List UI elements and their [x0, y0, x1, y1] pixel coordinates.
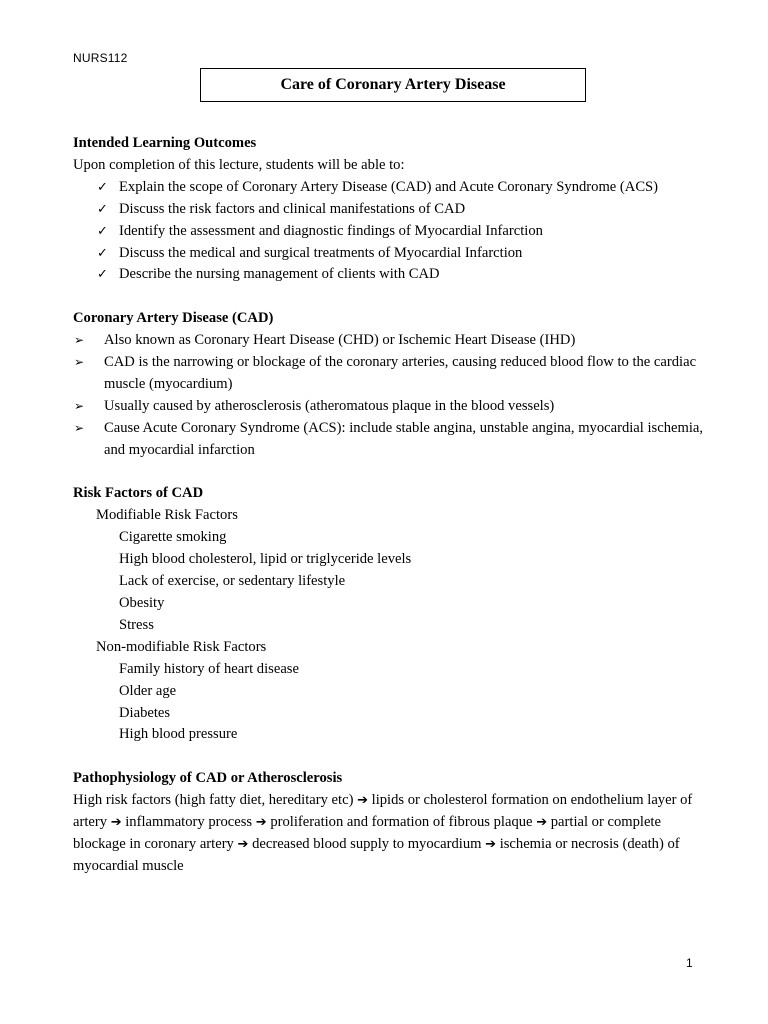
arrowhead-bullet-icon: ➢: [74, 398, 85, 413]
outcome-text: Explain the scope of Coronary Artery Disease (CAD) and Acute Coronary Syndrome (ACS): [119, 178, 659, 195]
outcomes-list: [73, 177, 713, 287]
list-item: Lack of exercise, or sedentary lifestyle: [119, 573, 346, 590]
patho-step: partial or complete blockage in coronary artery: [73, 814, 661, 852]
cad-text: CAD is the narrowing or blockage of the coronary arteries, causing reduced blood flow to the cardiac muscle (myocardium): [104, 354, 697, 392]
right-arrow-icon: ➔: [536, 815, 548, 831]
patho-step: proliferation and formation of fibrous plaque: [270, 814, 533, 831]
right-arrow-icon: ➔: [357, 793, 368, 809]
patho-step: lipids or cholesterol formation on endothelium layer of artery: [73, 792, 693, 831]
list-item: [73, 396, 713, 418]
document-title: Care of Coronary Artery Disease: [280, 76, 506, 93]
patho-step: High risk factors (high fatty diet, hereditary etc): [73, 792, 354, 809]
patho-paragraph: [73, 790, 713, 878]
list-item: [73, 243, 713, 265]
non-modifiable-label: Non-modifiable Risk Factors: [96, 638, 267, 655]
right-arrow-icon: ➔: [110, 815, 122, 831]
list-item: Older age: [119, 682, 177, 699]
check-mark-icon: ✓: [97, 223, 108, 239]
cad-text: Usually caused by atherosclerosis (atheromatous plaque in the blood vessels): [104, 397, 555, 414]
patho-step: inflammatory process: [125, 814, 253, 831]
cad-list: [73, 330, 713, 461]
outcome-text: Discuss the medical and surgical treatments of Myocardial Infarction: [119, 244, 523, 261]
right-arrow-icon: ➔: [255, 815, 267, 831]
list-item: High blood cholesterol, lipid or triglyceride levels: [119, 551, 412, 568]
right-arrow-icon: ➔: [485, 836, 497, 852]
check-mark-icon: ✓: [97, 245, 108, 261]
list-item: [73, 177, 713, 199]
page-number: 1: [686, 956, 693, 970]
arrowhead-bullet-icon: ➢: [74, 355, 85, 370]
cad-text: Also known as Coronary Heart Disease (CHD) or Ischemic Heart Disease (IHD): [104, 332, 576, 349]
cad-heading: Coronary Artery Disease (CAD): [73, 310, 274, 327]
document-body: [73, 133, 713, 878]
title-box: [200, 68, 586, 102]
list-item: Stress: [119, 616, 154, 633]
list-item: [73, 221, 713, 243]
risk-heading: Risk Factors of CAD: [73, 485, 204, 502]
cad-text: Cause Acute Coronary Syndrome (ACS): include stable angina, unstable angina, myocardial ischemia, and myocardial infarction: [104, 419, 703, 458]
list-item: [73, 264, 713, 286]
outcomes-heading: Intended Learning Outcomes: [73, 135, 257, 151]
check-mark-icon: ✓: [97, 267, 108, 283]
modifiable-label: Modifiable Risk Factors: [96, 507, 238, 524]
list-item: Diabetes: [119, 704, 171, 721]
outcomes-intro: Upon completion of this lecture, students will be able to:: [73, 156, 405, 173]
right-arrow-icon: ➔: [237, 836, 249, 852]
list-item: [73, 418, 713, 462]
patho-heading: Pathophysiology of CAD or Atherosclerosis: [73, 770, 343, 787]
arrowhead-bullet-icon: ➢: [74, 420, 85, 435]
check-mark-icon: ✓: [97, 179, 108, 195]
outcome-text: Describe the nursing management of clients with CAD: [119, 266, 440, 283]
arrowhead-bullet-icon: ➢: [74, 333, 85, 348]
course-code: NURS112: [73, 51, 128, 65]
patho-step: decreased blood supply to myocardium: [252, 835, 482, 852]
list-item: High blood pressure: [119, 726, 238, 743]
list-item: [73, 330, 713, 352]
list-item: [73, 199, 713, 221]
list-item: Family history of heart disease: [119, 660, 299, 677]
list-item: [73, 352, 713, 396]
outcome-text: Discuss the risk factors and clinical manifestations of CAD: [119, 200, 466, 217]
outcome-text: Identify the assessment and diagnostic findings of Myocardial Infarction: [119, 222, 543, 239]
list-item: Cigarette smoking: [119, 529, 227, 546]
patho-step: ischemia or necrosis (death) of myocardial muscle: [73, 835, 680, 874]
list-item: Obesity: [119, 595, 165, 611]
check-mark-icon: ✓: [97, 201, 108, 217]
